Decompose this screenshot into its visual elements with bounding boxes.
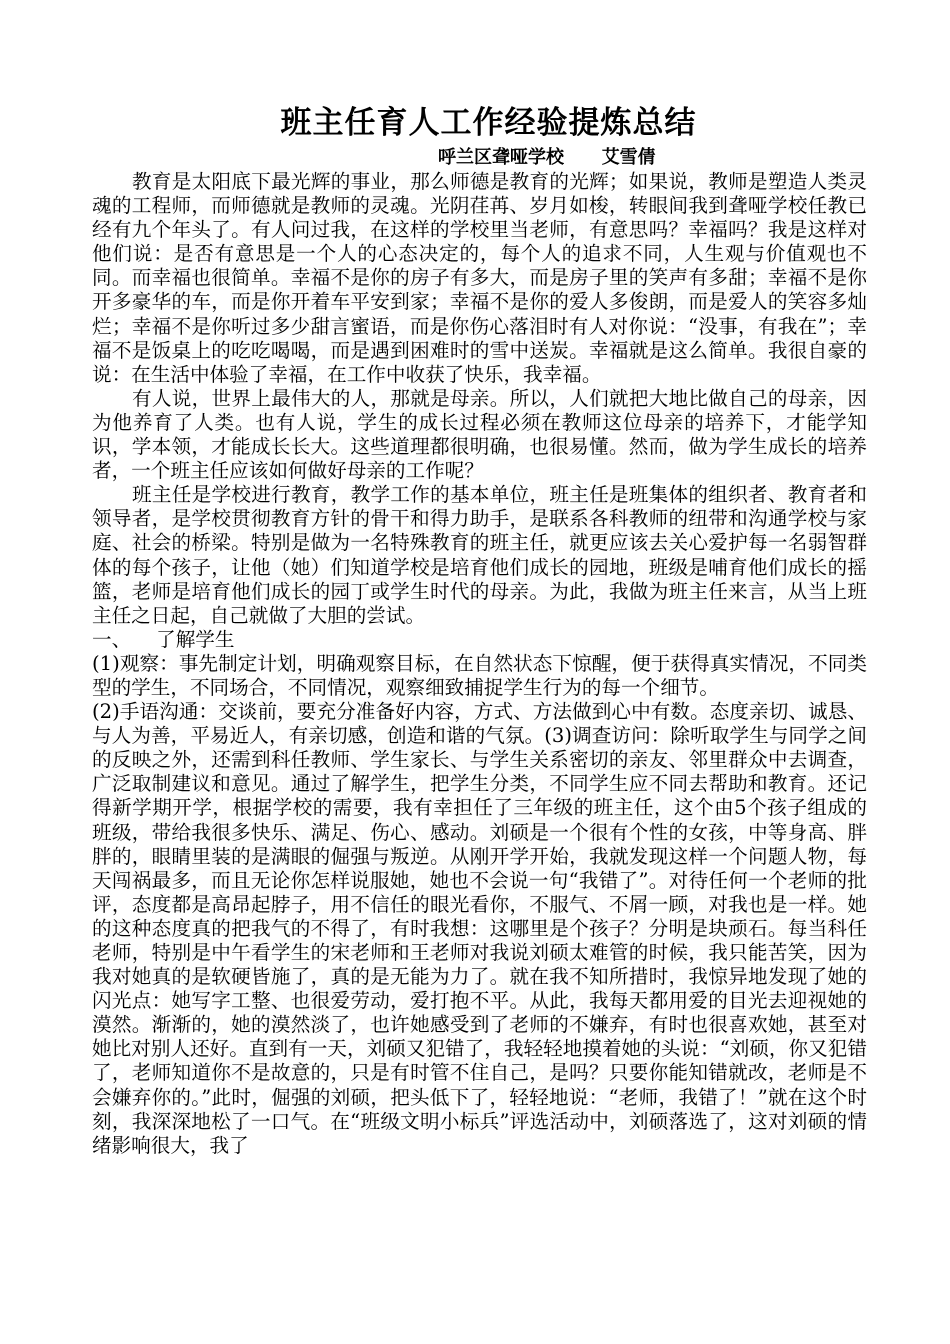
section-paragraph-2: (2)手语沟通：交谈前，要充分准备好内容，方式、方法做到心中有数。态度亲切、诚恳、与人为善，平易近人，有亲切感，创造和谐的气氛。(3)调查访问：除听取学生与同学之间的反映之外，还需到科任教师、学生家长、与学生关系密切的亲友、邻里群众中去调查，广泛取制建议和意见。通过了解学生，把学生分类，不同学生应不同去帮助和教育。还记得新学期开学，根据学校的需要，我有幸担任了三年级的班主任，这个由5个孩子组成的班级，带给我很多快乐、满足、伤心、感动。刘硕是一个很有个性的女孩，中等身高、胖胖的，眼睛里装的是满眼的倔强与叛逆。从刚开学开始，我就发现这样一个问题人物，每天闯祸最多，而且无论你怎样说服她，她也不会说一句“我错了”。对待任何一个老师的批评，态度都是高昂起脖子，用不信任的眼光看你，不服气、不屑一顾，对我也是一样。她的这种态度真的把我气的不得了，有时我想：这哪里是个孩子？分明是块顽石。每当科任老师，特别是中午看学生的宋老师和王老师对我说刘硕太难管的时候，我只能苦笑，因为我对她真的是软硬皆施了，真的是无能为力了。就在我不知所措时，我惊异地发现了她的闪光点：她写字工整、也很爱劳动，爱打抱不平。从此，我每天都用爱的目光去迎视她的漠然。渐渐的，她的漠然淡了，也许她感受到了老师的不嫌弃，有时也很喜欢她，甚至对她比对别人还好。直到有一天，刘硕又犯错了，我轻轻地摸着她的头说：“刘硕，你又犯错了，老师知道你不是故意的，只是有时管不住自己，是吗？只要你能知错就改，老师是不会嫌弃你的。”此时，倔强的刘硕，把头低下了，轻轻地说：“老师，我错了！”就在这个时刻，我深深地松了一口气。在“班级文明小标兵”评选活动中，刘硕落选了，这对刘硕的情绪影响很大，我了: [92, 700, 867, 1157]
document-page: [92, 100, 867, 1158]
section-paragraph-1: (1)观察：事先制定计划，明确观察目标，在自然状态下惊醒，便于获得真实情况，不同类型的学生，不同场合，不同情况，观察细致捕捉学生行为的每一个细节。: [92, 651, 867, 699]
paragraph-2: 有人说，世界上最伟大的人，那就是母亲。所以，人们就把大地比做自己的母亲，因为他养育了人类。也有人说，学生的成长过程必须在教师这位母亲的培养下，才能学知识，学本领，才能成长长大。这些道理都很明确，也很易懂。然而，做为学生成长的培养者，一个班主任应该如何做好母亲的工作呢？: [92, 386, 867, 483]
section-heading: 一、 了解学生: [92, 627, 235, 651]
paragraph-3: 班主任是学校进行教育，教学工作的基本单位，班主任是班集体的组织者、教育者和领导者，是学校贯彻教育方针的骨干和得力助手，是联系各科教师的纽带和沟通学校与家庭、社会的桥梁。特别是做为一名特殊教育的班主任，就更应该去关心爱护每一名弱智群体的每个孩子，让他（她）们知道学校是培育他们成长的园地，班级是哺育他们成长的摇篮，老师是培育他们成长的园丁或学生时代的母亲。为此，我做为班主任来言，从当上班主任之日起，自己就做了大胆的尝试。: [92, 483, 867, 627]
author-line: 呼兰区聋哑学校 艾雪倩: [438, 147, 656, 168]
document-title: 班主任育人工作经验提炼总结: [280, 105, 697, 141]
paragraph-1: 教育是太阳底下最光辉的事业，那么师德是教育的光辉；如果说，教师是塑造人类灵魂的工程师，而师德就是教师的灵魂。光阴荏苒、岁月如梭，转眼间我到聋哑学校任教已经有九个年头了。有人问过我，在这样的学校里当老师，有意思吗？幸福吗？我是这样对他们说：是否有意思是一个人的心态决定的，每个人的追求不同，人生观与价值观也不同。而幸福也很简单。幸福不是你的房子有多大，而是房子里的笑声有多甜；幸福不是你开多豪华的车，而是你开着车平安到家；幸福不是你的爱人多俊朗，而是爱人的笑容多灿烂；幸福不是你听过多少甜言蜜语，而是你伤心落泪时有人对你说：“没事，有我在”；幸福不是饭桌上的吃吃喝喝，而是遇到困难时的雪中送炭。幸福就是这么简单。我很自豪的说：在生活中体验了幸福，在工作中收获了快乐，我幸福。: [92, 170, 867, 386]
